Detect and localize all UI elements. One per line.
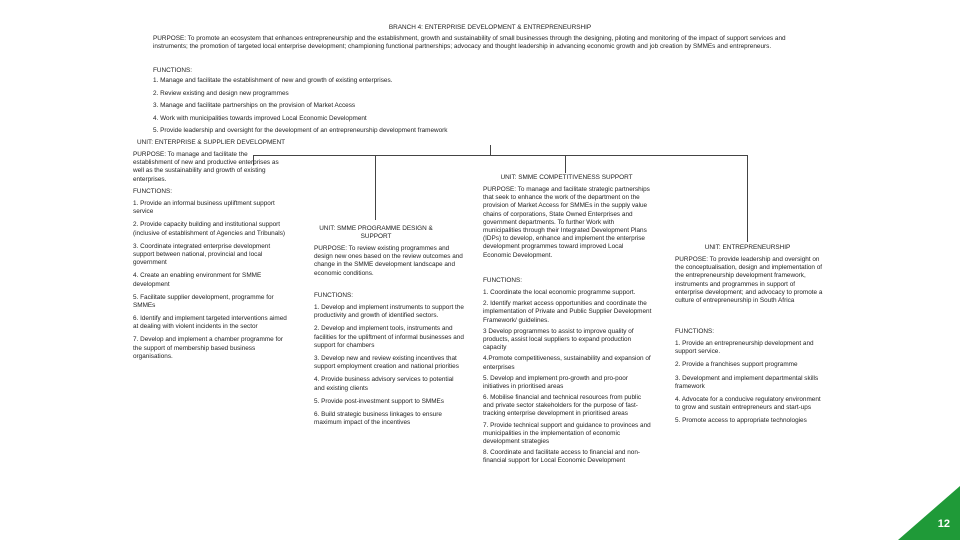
unit-entrepreneurship-purpose: PURPOSE: To provide leadership and oversight on the conceptualisation, design and implementation of the entrepreneurship development framework, instruments and programmes in support of enterprise development; and advocacy to promote a culture of entrepreneurship in South Africa (675, 256, 823, 304)
unit-esd-purpose: PURPOSE: To manage and facilitate the establishment of new and productive enterprises as well as the sustainability and growth of existing enterprises. (133, 151, 279, 183)
unit-competitiveness-function-item: 5. Develop and implement pro-growth and pro-poor initiatives in prioritised areas (483, 374, 628, 390)
unit-entrepreneurship-function-item: 4. Advocate for a conducive regulatory environment to grow and sustain entrepreneurs and start-ups (675, 395, 821, 412)
connector-competitiveness (565, 155, 566, 173)
unit-esd-function-item: 6. Identify and implement targeted interventions aimed at dealing with violent incidents in the sector (133, 315, 287, 331)
unit-competitiveness-functions-label: FUNCTIONS: (483, 277, 523, 284)
connector-branch-stem (490, 145, 491, 155)
unit-competitiveness-function-item: 7. Provide technical support and guidance to provinces and municipalities in the implementation of economic development strategies (483, 421, 651, 445)
branch-purpose: PURPOSE: To promote an ecosystem that enhances entrepreneurship and the establishment, growth and sustainability of small businesses through the designing, piloting and monitoring of the impact of support services and instruments; the promotion of targeted local enterprise development; championing functional partnerships; advocacy and thought leadership in advancing economic growth and job creation by SMMEs and entrepreneurs. (153, 35, 786, 51)
unit-entrepreneurship-title: UNIT: ENTREPRENEURSHIP (704, 244, 791, 251)
page-number: 12 (937, 518, 950, 530)
unit-competitiveness-functions-list (483, 289, 653, 469)
unit-programme-function-item: 2. Develop and implement tools, instruments and facilities for the upliftment of informal businesses and support for chambers (314, 325, 464, 349)
unit-programme-function-item: 4. Provide business advisory services to potential and existing clients (314, 376, 454, 392)
unit-esd-functions-label: FUNCTIONS: (133, 188, 173, 195)
unit-entrepreneurship-function-item: 3. Development and implement departmental skills framework (675, 374, 819, 390)
unit-entrepreneurship-function-item: 1. Provide an entrepreneurship development and support service. (675, 340, 814, 356)
connector-entrepreneurship (747, 155, 748, 242)
unit-programme-function-item: 1. Develop and implement instruments to support the productivity and growth of identified sectors. (314, 304, 464, 320)
unit-programme-title: UNIT: SMME PROGRAMME DESIGN & SUPPORT (319, 225, 433, 241)
unit-entrepreneurship-functions-label: FUNCTIONS: (675, 328, 715, 335)
unit-competitiveness-function-item: 3 Develop programmes to assist to improve quality of products, assist local suppliers to expand production capacity (483, 327, 634, 352)
unit-esd-function-item: 3. Coordinate integrated enterprise development support between national, provincial and local government (133, 242, 271, 267)
unit-esd-function-item: 7. Develop and implement a chamber programme for the support of membership based business organisations. (133, 336, 283, 360)
unit-esd-title: UNIT: ENTERPRISE & SUPPLIER DEVELOPMENT (137, 139, 286, 146)
unit-programme-function-item: 5. Provide post-investment support to SMMEs (314, 397, 444, 405)
page-number-corner (898, 486, 960, 540)
connector-horizontal-bar (253, 155, 748, 156)
unit-esd-function-item: 5. Facilitate supplier development, programme for SMMEs (133, 293, 274, 309)
branch-functions-label: FUNCTIONS: (153, 67, 193, 74)
branch-function-item: 3. Manage and facilitate partnerships on the provision of Market Access (153, 102, 356, 110)
branch-functions-list (153, 77, 753, 140)
unit-competitiveness-title: UNIT: SMME COMPETITIVENESS SUPPORT (500, 174, 633, 181)
unit-esd-function-item: 1. Provide an informal business upliftment support service (133, 200, 275, 216)
unit-entrepreneurship-functions-list (675, 340, 825, 431)
connector-programme (375, 155, 376, 220)
unit-competitiveness-function-item: 2. Identify market access opportunities and coordinate the implementation of Private and Public Supplier Development Framework/ guidelines. (483, 300, 652, 324)
unit-competitiveness-function-item: 1. Coordinate the local economic programme support. (483, 289, 636, 296)
unit-competitiveness-function-item: 6. Mobilise financial and technical resources from public and private sector stakeholders for the purpose of fast-tracking enterprise development in prioritised areas (483, 394, 642, 418)
unit-competitiveness-function-item: 4.Promote competitiveness, sustainability and expansion of enterprises (483, 355, 651, 371)
unit-programme-functions-label: FUNCTIONS: (314, 292, 354, 299)
unit-esd-function-item: 2. Provide capacity building and institutional support (inclusive of establishment of Agencies and Tribunals) (133, 221, 286, 237)
unit-competitiveness-function-item: 8. Coordinate and facilitate access to financial and non-financial support for Local Economic Development (483, 449, 641, 465)
unit-esd-functions-list (133, 200, 288, 366)
unit-programme-function-item: 6. Build strategic business linkages to ensure maximum impact of the incentives (314, 410, 442, 427)
unit-entrepreneurship-function-item: 5. Promote access to appropriate technologies (675, 417, 807, 425)
branch-title: BRANCH 4: ENTERPRISE DEVELOPMENT & ENTREPRENEURSHIP (388, 24, 592, 31)
unit-entrepreneurship-function-item: 2. Provide a franchises support programme (675, 361, 798, 369)
branch-function-item: 2. Review existing and design new programmes (153, 89, 289, 97)
unit-competitiveness-purpose: PURPOSE: To manage and facilitate strategic partnerships that seek to enhance the work of the department on the provision of Market Access for SMMEs in the supply value chains of corporations, State Owned Enterprises and government departments. To further Work with municipalities through their Integrated Development Plans (IDPs) to develop, enhance and implement the enterprise development programmes toward improved Local Economic Development. (483, 186, 650, 259)
branch-function-item: 4. Work with municipalities towards improved Local Economic Development (153, 114, 367, 122)
unit-programme-functions-list (314, 304, 464, 432)
branch-function-item: 1. Manage and facilitate the establishment of new and growth of existing enterprises. (153, 77, 393, 84)
branch-function-item: 5. Provide leadership and oversight for the development of an entrepreneurship development framework (153, 127, 448, 135)
unit-programme-function-item: 3. Develop new and review existing incentives that support employment creation and national priorities (314, 354, 459, 371)
unit-esd-function-item: 4. Create an enabling environment for SMME development (133, 272, 262, 288)
unit-programme-purpose: PURPOSE: To review existing programmes and design new ones based on the review outcomes and change in the SMME development landscape and economic conditions. (314, 245, 463, 277)
